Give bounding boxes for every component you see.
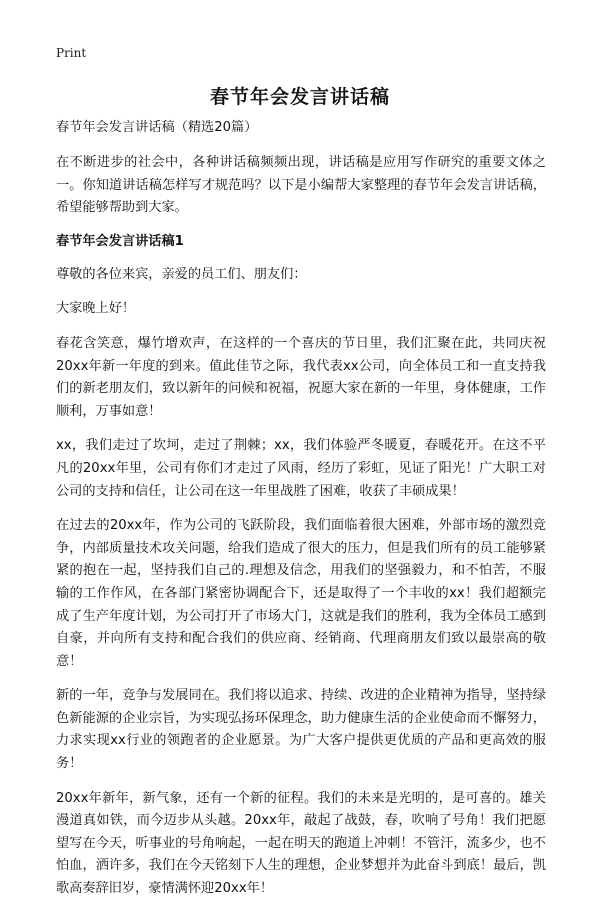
print-link[interactable]: Print: [56, 46, 87, 60]
evening-greeting: 大家晚上好！: [56, 301, 136, 317]
body-paragraph: 春花含笑意，爆竹增欢声，在这样的一个喜庆的节日里，我们汇聚在此，共同庆祝20xx年新一年度的到来。值此佳节之际，我代表xx公司，向全体员工和一直支持我们的新老朋友们，致以新年的问候和祝福，祝愿大家在新的一年里，身体健康，工作顺利，万事如意！: [56, 335, 546, 419]
page-title: 春节年会发言讲话稿: [209, 86, 390, 108]
body-paragraph: 20xx年新年，新气象，还有一个新的征程。我们的未来是光明的，是可喜的。雄关漫道真如铁，而今迈步从头越。20xx年，敲起了战鼓，春，吹响了号角！我们把愿望写在今天，听事业的号角响起，一起在明天的跑道上冲刺！不管汗，流多少，也不怕血，洒许多，我们在今天铭刻下人生的理想，企业梦想并为此奋斗到底！最后，凯歌高奏辞旧岁，豪情满怀迎20xx年！: [56, 790, 546, 897]
body-paragraph: 在过去的20xx年，作为公司的飞跃阶段，我们面临着很大困难，外部市场的激烈竞争，内部质量技术攻关问题，给我们造成了很大的压力，但是我们所有的员工能够紧紧的抱在一起，坚持我们自己的.理想及信念，用我们的坚强毅力，和不怕苦，不服输的工作作风，在各部门紧密协调配合下，还是取得了一个丰收的xx！我们超额完成了生产年度计划，为公司打开了市场大门，这就是我们的胜利，我为全体员工感到自豪，并向所有支持和配合我们的供应商、经销商、代理商朋友们致以最崇高的敬意！: [56, 518, 546, 669]
body-paragraph: 新的一年，竞争与发展同在。我们将以追求、持续、改进的企业精神为指导，坚持绿色新能源的企业宗旨，为实现弘扬环保理念，助力健康生活的企业使命而不懈努力，力求实现xx行业的领跑者的企业愿景。为广大客户提供更优质的产品和更高效的服务！: [56, 688, 546, 772]
document-body: [56, 118, 546, 913]
greeting-paragraph: 尊敬的各位来宾，亲爱的员工们、朋友们：: [56, 266, 307, 282]
document-subtitle: 春节年会发言讲话稿（精选20篇）: [56, 120, 258, 135]
intro-paragraph: 在不断进步的社会中，各种讲话稿频频出现，讲话稿是应用写作研究的重要文体之一。你知道讲话稿怎样写才规范吗？以下是小编帮大家整理的春节年会发言讲话稿，希望能够帮助到大家。: [56, 155, 546, 216]
section-heading: 春节年会发言讲话稿1: [56, 233, 184, 249]
body-paragraph: xx，我们走过了坎坷，走过了荆棘；xx，我们体验严冬暖夏，春暖花开。在这不平凡的20xx年里，公司有你们才走过了风雨，经历了彩虹，见证了阳光！广大职工对公司的支持和信任，让公司在这一年里战胜了困难，收获了丰硕成果！: [56, 438, 546, 499]
